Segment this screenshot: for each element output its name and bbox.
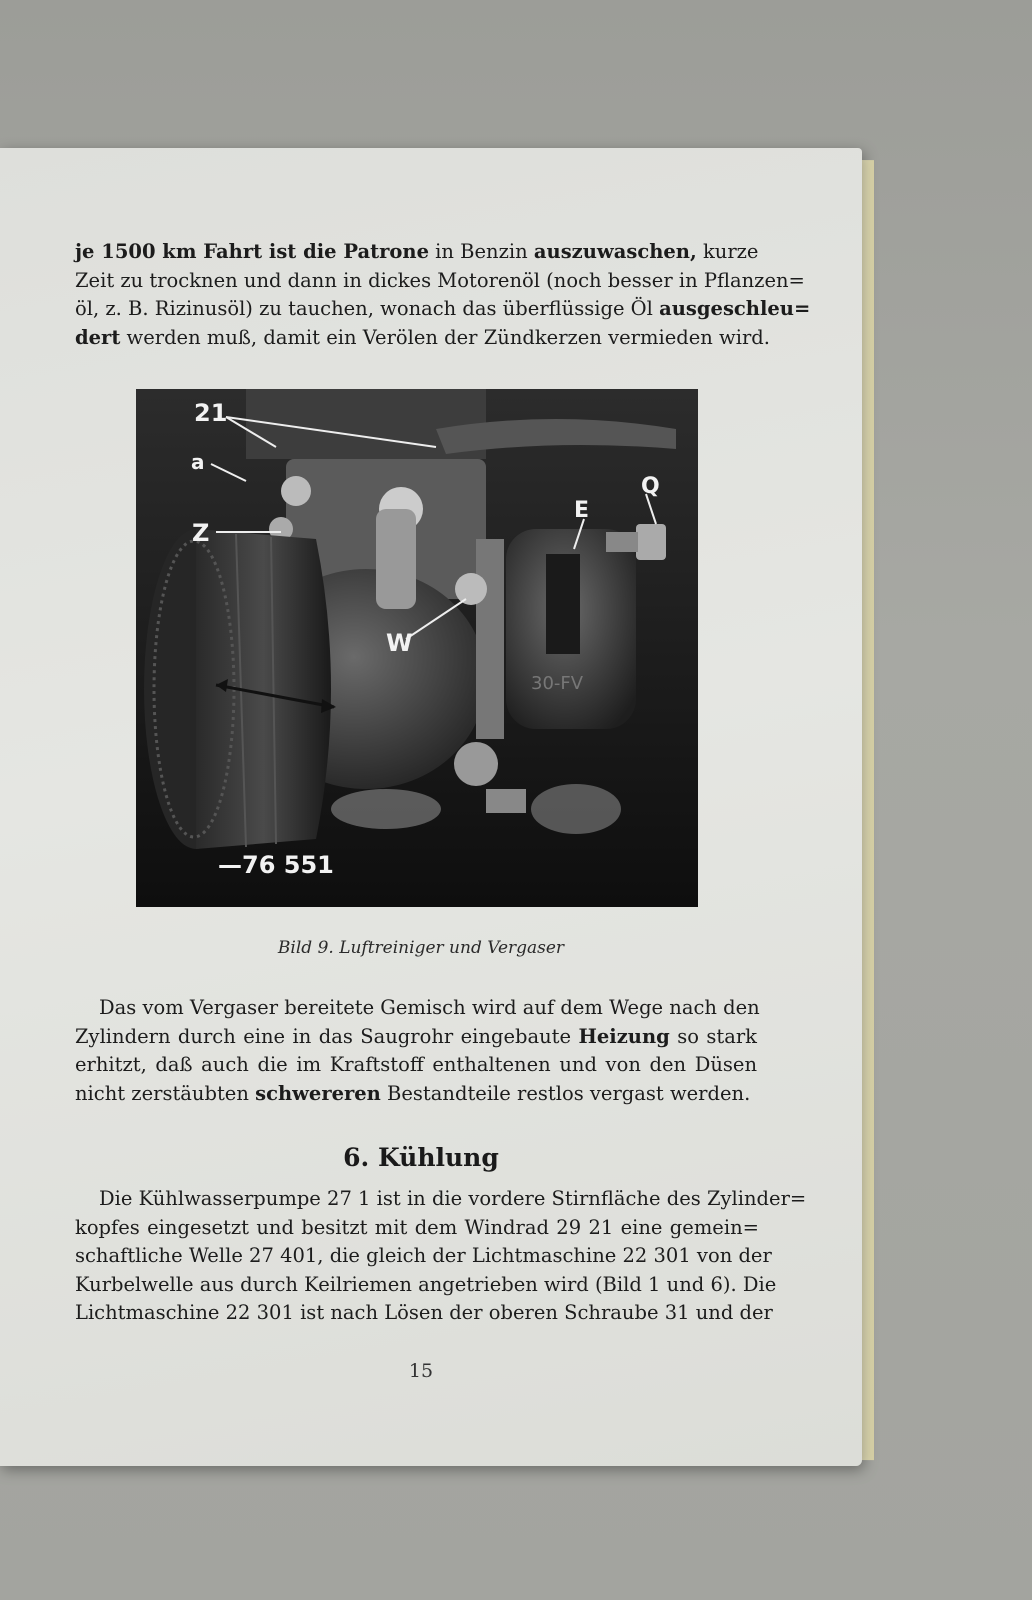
label-w: W: [386, 629, 413, 657]
text: öl, z. B. Rizinusöl) zu tauchen, wonach das überflüssige Öl: [75, 297, 660, 320]
text: Zeit zu trocknen und dann in dickes Motorenöl (noch besser in Pflanzen=: [75, 268, 805, 292]
screw: [281, 476, 311, 506]
text: schaftliche Welle 27 401, die gleich der Lichtmaschine 22 301 von der: [75, 1244, 772, 1267]
paragraph-3-line-2: [75, 1214, 759, 1243]
paragraph-2-line-2: [75, 1023, 757, 1052]
text: so stark: [669, 1024, 757, 1048]
label-21: 21: [194, 399, 228, 427]
paragraph-1-line-4: [75, 324, 770, 353]
figure-caption: Bild 9. Luftreiniger und Vergaser: [277, 938, 565, 958]
text: nicht zerstäubten: [75, 1081, 256, 1105]
label-q: Q: [641, 474, 660, 499]
paragraph-2-line-1: [75, 994, 760, 1023]
paragraph-1-line-3: [75, 295, 811, 324]
fitting-e: [606, 532, 638, 552]
text: kopfes eingesetzt und besitzt mit dem Windrad 29 21 eine gemein=: [75, 1215, 759, 1239]
label-z: Z: [192, 519, 210, 547]
text: Zylindern durch eine in das Saugrohr eingebaute: [75, 1024, 579, 1048]
paragraph-3-line-3: [75, 1242, 772, 1271]
reflection: [331, 789, 441, 829]
bold-text: Heizung: [578, 1024, 670, 1048]
bold-text: je 1500 km Fahrt ist die Patrone: [75, 240, 429, 263]
page-number: 15: [408, 1360, 434, 1382]
stamp-text: 30-FV: [531, 673, 584, 694]
screw: [455, 573, 487, 605]
nut-q: [636, 524, 666, 560]
paragraph-1-line-1: [75, 238, 759, 267]
paragraph-3-line-5: [75, 1299, 773, 1328]
bold-text: schwereren: [255, 1081, 381, 1105]
bold-text: auszuwaschen,: [533, 240, 697, 263]
paragraph-3: [75, 1185, 807, 1328]
text: erhitzt, daß auch die im Kraftstoff enthaltenen und von den Düsen: [75, 1053, 757, 1076]
text: Kurbelwelle aus durch Keilriemen angetrieben wird (Bild 1 und 6). Die: [75, 1272, 777, 1296]
label-e: E: [574, 498, 590, 523]
text: in Benzin: [428, 240, 534, 263]
lever-arm: [376, 509, 416, 609]
label-a: a: [191, 450, 205, 474]
fuel-pipe: [476, 539, 504, 739]
paragraph-3-line-4: [75, 1271, 777, 1300]
filter-housing: [196, 529, 331, 849]
drain-nut: [486, 789, 526, 813]
fuel-fitting: [454, 742, 498, 786]
text: Lichtmaschine 22 301 ist nach Lösen der oberen Schraube 31 und der: [75, 1301, 773, 1324]
paragraph-3-line-1: [75, 1185, 807, 1214]
paragraph-2: [75, 994, 760, 1108]
float-tube: [546, 554, 580, 654]
section-heading: 6. Kühlung: [343, 1143, 499, 1172]
bold-text: dert: [75, 325, 121, 349]
text: Das vom Vergaser bereitete Gemisch wird auf dem Wege nach den: [99, 996, 760, 1019]
paragraph-1: [75, 238, 811, 352]
paragraph-2-line-3: [75, 1051, 757, 1080]
paragraph-1-line-2: [75, 267, 805, 296]
carburetor-photo: [136, 389, 698, 907]
bold-text: ausgeschleu=: [659, 297, 811, 320]
reflection: [531, 784, 621, 834]
text: werden muß, damit ein Verölen der Zündkerzen vermieden wird.: [120, 325, 770, 349]
carburetor-illustration: [136, 389, 698, 907]
text: kurze: [696, 240, 759, 263]
text: Bestandteile restlos vergast werden.: [380, 1081, 751, 1105]
figure-number: —76 551: [218, 851, 334, 879]
text: Die Kühlwasserpumpe 27 1 ist in die vordere Stirnfläche des Zylinder=: [99, 1187, 807, 1210]
paragraph-2-line-4: [75, 1080, 757, 1109]
